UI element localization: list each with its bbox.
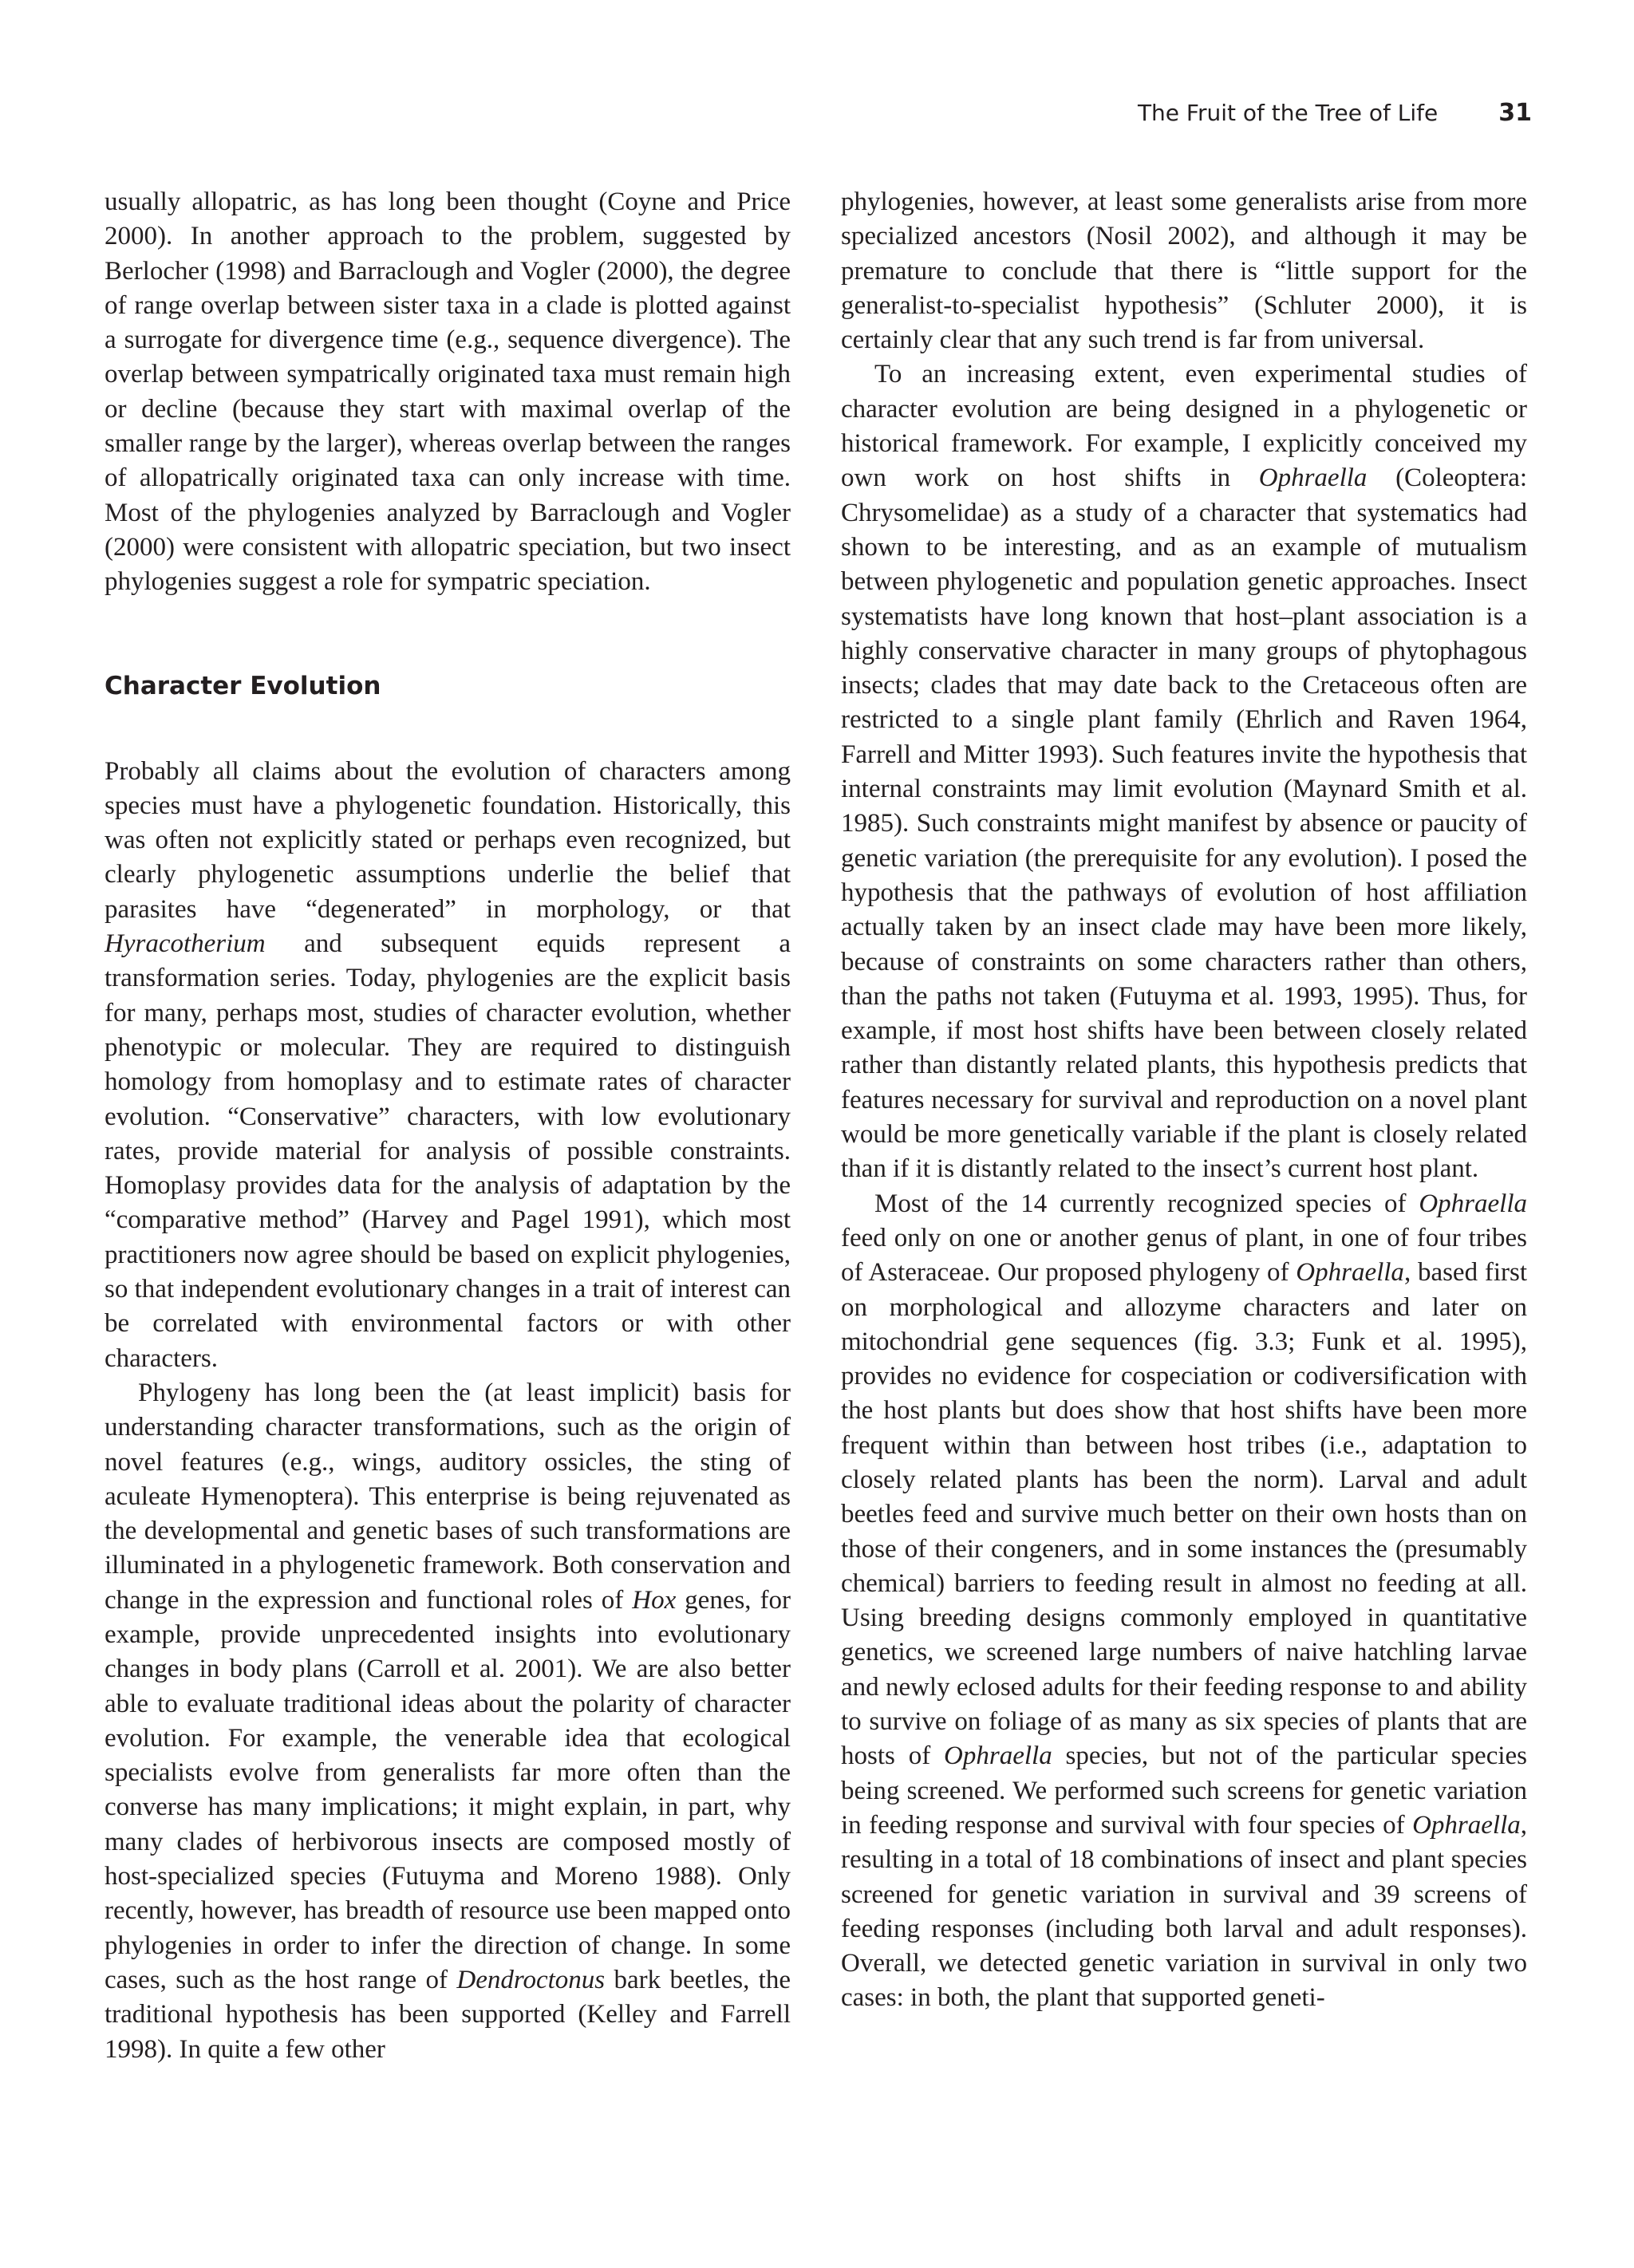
paragraph-text: Phylogeny has long been the (at least implicit) basis for understanding character transformations, such as the origin of novel features (e.g., wings, auditory ossicles, the sting of aculeate Hymenoptera). This enterprise is being rejuvenated as the developmental and genetic bases of such transformations are illuminated in a phylogenetic framework. Both conservation and change in the expression and functional roles of xyxy=(105,1378,791,1615)
paragraph xyxy=(105,1376,791,2067)
page-number: 31 xyxy=(1498,99,1532,127)
section-heading: Character Evolution xyxy=(105,671,381,700)
italic-taxon: Dendroctonus xyxy=(456,1965,606,1994)
italic-taxon: Ophraella xyxy=(1258,463,1368,493)
italic-taxon: Ophraella xyxy=(944,1741,1052,1771)
italic-taxon: Ophraella xyxy=(1412,1810,1521,1840)
paragraph-text: , based first on morphological and allozyme characters and later on mitochondrial gene sequences (fig. 3.3; Funk et al. 1995), provides no evidence for cospeciation or codiversification with the host plants but does show that host shifts have been more frequent within than between host tribes (i.e., adaptation to closely related plants has been the norm). Larval and adult beetles feed and survive much better on their own hosts than on those of their congeners, and in some instances the (presumably chemical) barriers to feeding result in almost no feeding at all. Using breeding designs commonly employed in quantitative genetics, we screened large numbers of naive hatchling larvae and newly eclosed adults for their feeding response to and ability to survive on foliage of as many as six species of plants that are hosts of xyxy=(841,1258,1527,1771)
paragraph-text: Most of the 14 currently recognized species of xyxy=(874,1189,1419,1218)
paragraph xyxy=(105,755,791,1376)
left-column xyxy=(105,185,791,2067)
paragraph-text: (Coleoptera: Chrysomelidae) as a study of a character that systematics had shown to be interesting, and as an example of mutualism between phylogenetic and population genetic approaches. Insect systematists have long known that host–plant association is a highly conservative character in many groups of phytophagous insects; clades that may date back to the Cretaceous often are restricted to a single plant family (Ehrlich and Raven 1964, Farrell and Mitter 1993). Such features invite the hypothesis that internal constraints may limit evolution (Maynard Smith et al. 1985). Such constraints might manifest by absence or paucity of genetic variation (the prerequisite for any evolution). I posed the hypothesis that the pathways of evolution of host affiliation actually taken by an insect clade may have been more likely, because of constraints on some characters rather than others, than the paths not taken (Futuyma et al. 1993, 1995). Thus, for example, if most host shifts have been between closely related rather than distantly related plants, this hypothesis predicts that features necessary for survival and reproduction on a novel plant would be more genetically variable if the plant is closely related than if it is distantly related to the insect’s current host plant. xyxy=(841,463,1528,1184)
italic-taxon: Ophraella xyxy=(1296,1258,1404,1288)
running-head xyxy=(0,97,1532,129)
paragraph xyxy=(841,1187,1527,2016)
paragraph-text: To an increasing extent, even experimental studies of character evolution are being designed in a phylogenetic or historical framework. For example, I explicitly conceived my own work on host shifts in xyxy=(841,360,1527,493)
right-column xyxy=(841,185,1527,2016)
paragraph xyxy=(105,185,791,600)
paragraph xyxy=(841,185,1527,357)
paragraph-text: species, but not of the particular species being screened. We performed such screens for genetic variation in feeding response and survival with four species of xyxy=(841,1741,1528,1840)
paragraph-text: , resulting in a total of 18 combinations of insect and plant species screened for genetic variation in survival and 39 screens of feeding responses (including both larval and adult responses). Overall, we detected genetic variation in survival in only two cases: in both, the plant that supported geneti- xyxy=(841,1810,1527,2013)
italic-taxon: Hyracotherium xyxy=(105,929,266,959)
paragraph-text: Probably all claims about the evolution of characters among species must have a phylogenetic foundation. Historically, this was often not explicitly stated or perhaps even recognized, but clearly phylogenetic assumptions underlie the belief that parasites have “degenerated” in morphology, or that xyxy=(105,756,791,924)
italic-taxon: Ophraella xyxy=(1419,1189,1527,1218)
paragraph-text: usually allopatric, as has long been thought (Coyne and Price 2000). In another approach to the problem, suggested by Berlocher (1998) and Barraclough and Vogler (2000), the degree of range overlap between sister taxa in a clade is plotted against a surrogate for divergence time (e.g., sequence divergence). The overlap between sympatrically originated taxa must remain high or decline (because they start with maximal overlap of the smaller range by the larger), whereas overlap between the ranges of allopatrically originated taxa can only increase with time. Most of the phylogenies analyzed by Barraclough and Vogler (2000) were consistent with allopatric speciation, but two insect phylogenies suggest a role for sympatric speciation. xyxy=(105,187,791,597)
paragraph-text: phylogenies, however, at least some generalists arise from more specialized ancestors (Nosil 2002), and although it may be premature to conclude that there is “little support for the generalist-to-specialist hypothesis” (Schluter 2000), it is certainly clear that any such trend is far from universal. xyxy=(841,187,1527,355)
paragraph xyxy=(841,357,1527,1186)
paragraph-text: genes, for example, provide unprecedented insights into evolutionary changes in body plans (Carroll et al. 2001). We are also better able to evaluate traditional ideas about the polarity of character evolution. For example, the venerable idea that ecological specialists evolve from generalists far more often than the converse has many implications; it might explain, in part, why many clades of herbivorous insects are composed mostly of host-specialized species (Futuyma and Moreno 1988). Only recently, however, has breadth of resource use been mapped onto phylogenies in order to infer the direction of change. In some cases, such as the host range of xyxy=(105,1585,791,1994)
italic-gene: Hox xyxy=(632,1585,677,1615)
paragraph-text: feed only on one or another genus of plant, in one of four tribes of Asteraceae. Our proposed phylogeny of xyxy=(841,1223,1527,1288)
paragraph-text: bark beetles, the traditional hypothesis has been supported (Kelley and Farrell 1998). In quite a few other xyxy=(105,1965,791,2064)
paragraph-text: and subsequent equids represent a transformation series. Today, phylogenies are the explicit basis for many, perhaps most, studies of character evolution, whether phenotypic or molecular. They are required to distinguish homology from homoplasy and to estimate rates of character evolution. “Conservative” characters, with low evolutionary rates, provide material for analysis of possible constraints. Homoplasy provides data for the analysis of adaptation by the “comparative method” (Harvey and Pagel 1991), which most practitioners now agree should be based on explicit phylogenies, so that independent evolutionary changes in a trait of interest can be correlated with environmental factors or with other characters. xyxy=(105,929,791,1373)
running-head-title: The Fruit of the Tree of Life xyxy=(1137,100,1439,126)
